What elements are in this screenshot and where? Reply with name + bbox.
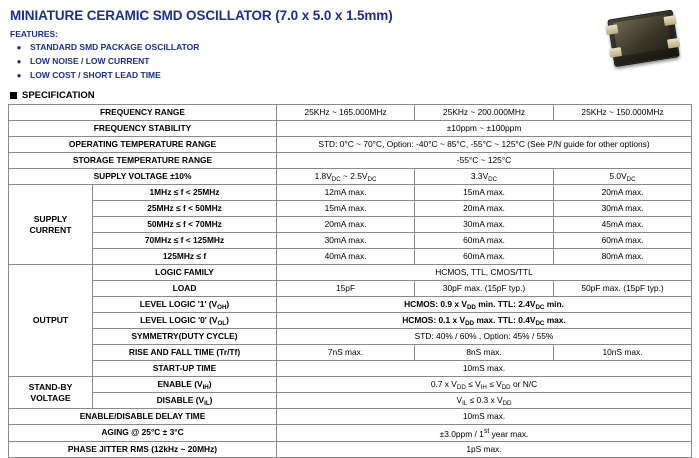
table-row (9, 169, 692, 185)
row-label: RISE AND FALL TIME (Tr/Tf) (93, 345, 277, 361)
table-row (9, 185, 692, 201)
cell-value: -55°C ~ 125°C (277, 153, 692, 169)
table-row (9, 441, 692, 457)
cell-value: 60mA max. (415, 249, 554, 265)
table-row (9, 393, 692, 409)
table-row (9, 217, 692, 233)
chip-pad-icon (609, 47, 622, 58)
cell-value: STD: 0°C ~ 70°C, Option: -40°C ~ 85°C, -55°C ~ 125°C (See P/N guide for other options) (277, 137, 692, 153)
table-row (9, 425, 692, 442)
smd-oscillator-photo (603, 8, 689, 74)
cell-value: 20mA max. (277, 217, 415, 233)
row-label: LOGIC FAMILY (93, 265, 277, 281)
row-category-supply-current: SUPPLY CURRENT (9, 185, 93, 265)
bullet-icon: ● (16, 57, 22, 66)
cell-value: 10mS max. (277, 361, 692, 377)
cell-value: 30mA max. (277, 233, 415, 249)
row-label: LEVEL LOGIC '0' $(V_{OL})$ (93, 313, 277, 329)
cell-value: HCMOS: 0.1 x $V_{DD}$ max. TTL: $0.4V_{DC}$ max. (277, 313, 692, 329)
cell-value: ±3.0ppm / 1st year max. (277, 425, 692, 442)
table-row (9, 137, 692, 153)
row-label: OPERATING TEMPERATURE RANGE (9, 137, 277, 153)
row-label: PHASE JITTER RMS (12kHz ~ 20MHz) (9, 441, 277, 457)
cell-value: 10nS max. (554, 345, 692, 361)
row-label: FREQUENCY STABILITY (9, 121, 277, 137)
bullet-icon: ● (16, 43, 22, 52)
cell-value: 0.7 x $V_{DD} \le V_{IH} \le V_{DD}$ or N/C (277, 377, 692, 393)
row-label: DISABLE $(V_{IL})$ (93, 393, 277, 409)
cell-value: 15pF (277, 281, 415, 297)
cell-value: 15mA max. (415, 185, 554, 201)
cell-value: 30mA max. (415, 217, 554, 233)
cell-value: $V_{IL} \le 0.3$ x $V_{DD}$ (277, 393, 692, 409)
feature-item (8, 42, 691, 53)
row-label: 125MHz ≤ f (93, 249, 277, 265)
cell-value: $5.0V_{DC}$ (554, 169, 692, 185)
cell-value: 30mA max. (554, 201, 692, 217)
bullet-icon: ● (16, 71, 22, 80)
cell-value: 7nS max. (277, 345, 415, 361)
table-row (9, 313, 692, 329)
chip-pad-icon (605, 24, 618, 35)
cell-value: 15mA max. (277, 201, 415, 217)
table-row (9, 249, 692, 265)
table-row (9, 329, 692, 345)
row-label: 25MHz ≤ f < 50MHz (93, 201, 277, 217)
row-label: START-UP TIME (93, 361, 277, 377)
feature-item (8, 70, 691, 81)
cell-value: 8nS max. (415, 345, 554, 361)
feature-item (8, 56, 691, 67)
table-row (9, 409, 692, 425)
table-row (9, 201, 692, 217)
row-category-standby-voltage: STAND-BY VOLTAGE (9, 377, 93, 409)
row-label: STORAGE TEMPERATURE RANGE (9, 153, 277, 169)
table-row (9, 297, 692, 313)
spec-section-heading (10, 90, 691, 101)
cell-value: 1pS max. (277, 441, 692, 457)
row-label: 70MHz ≤ f < 125MHz (93, 233, 277, 249)
row-category-output: OUTPUT (9, 265, 93, 377)
square-bullet-icon (10, 92, 17, 99)
cell-value: 45mA max. (554, 217, 692, 233)
row-label: SUPPLY VOLTAGE ±10% (9, 169, 277, 185)
cell-value: 60mA max. (415, 233, 554, 249)
row-label: 50MHz ≤ f < 70MHz (93, 217, 277, 233)
table-row (9, 345, 692, 361)
table-row (9, 233, 692, 249)
cell-value: ±10ppm ~ ±100ppm (277, 121, 692, 137)
cell-value: 12mA max. (277, 185, 415, 201)
chip-pad-icon (667, 38, 680, 49)
table-row (9, 281, 692, 297)
cell-value: 25KHz ~ 150.000MHz (554, 105, 692, 121)
table-row (9, 377, 692, 393)
cell-value: HCMOS: 0.9 x $V_{DD}$ min. TTL: $2.4V_{DC}$ min. (277, 297, 692, 313)
cell-value: 20mA max. (415, 201, 554, 217)
feature-text: LOW NOISE / LOW CURRENT (30, 56, 150, 66)
cell-value: $1.8V_{DC}$ ~ $2.5V_{DC}$ (277, 169, 415, 185)
cell-value: 60mA max. (554, 233, 692, 249)
cell-value: 40mA max. (277, 249, 415, 265)
feature-text: STANDARD SMD PACKAGE OSCILLATOR (30, 42, 200, 52)
row-label: ENABLE/DISABLE DELAY TIME (9, 409, 277, 425)
table-row (9, 361, 692, 377)
table-row (9, 265, 692, 281)
chip-graphic (607, 9, 685, 73)
table-row (9, 105, 692, 121)
row-label: AGING @ 25°C ± 3°C (9, 425, 277, 442)
cell-value: STD: 40% / 60% , Option: 45% / 55% (277, 329, 692, 345)
table-row (9, 153, 692, 169)
page-title: MINIATURE CERAMIC SMD OSCILLATOR (7.0 x 5.0 x 1.5mm) (10, 8, 393, 23)
table-row (9, 121, 692, 137)
cell-value: 30pF max. (15pF typ.) (415, 281, 554, 297)
cell-value: 20mA max. (554, 185, 692, 201)
cell-value: HCMOS, TTL, CMOS/TTL (277, 265, 692, 281)
chip-pad-icon (663, 15, 676, 26)
cell-value: $3.3V_{DC}$ (415, 169, 554, 185)
row-label: 1MHz ≤ f < 25MHz (93, 185, 277, 201)
row-label: SYMMETRY(DUTY CYCLE) (93, 329, 277, 345)
row-label: LOAD (93, 281, 277, 297)
spec-heading-label: SPECIFICATION (22, 90, 95, 101)
specification-table (8, 104, 692, 458)
features-label: FEATURES: (10, 29, 59, 39)
feature-text: LOW COST / SHORT LEAD TIME (30, 70, 161, 80)
cell-value: 50pF max. (15pF typ.) (554, 281, 692, 297)
cell-value: 25KHz ~ 165.000MHz (277, 105, 415, 121)
row-label: FREQUENCY RANGE (9, 105, 277, 121)
row-label: LEVEL LOGIC '1' $(V_{OH})$ (93, 297, 277, 313)
cell-value: 80mA max. (554, 249, 692, 265)
cell-value: 25KHz ~ 200.000MHz (415, 105, 554, 121)
cell-value: 10mS max. (277, 409, 692, 425)
chip-lid (613, 15, 672, 57)
row-label: ENABLE $(V_{IH})$ (93, 377, 277, 393)
